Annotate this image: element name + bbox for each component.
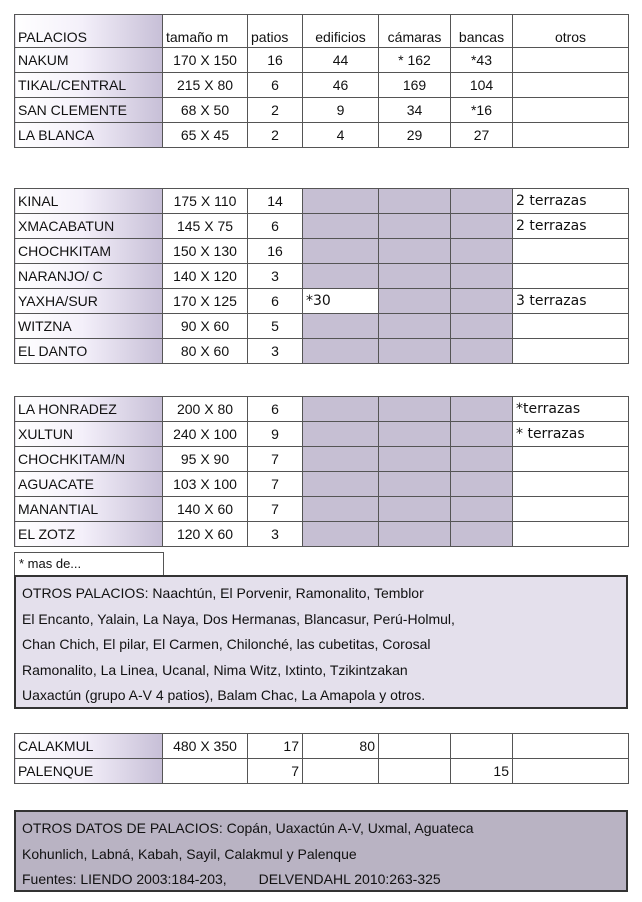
palace-patios: 6 bbox=[248, 73, 303, 98]
palace-otros: *terrazas bbox=[513, 397, 629, 422]
shaded-cell bbox=[451, 397, 513, 422]
palace-patios: 2 bbox=[248, 98, 303, 123]
palace-otros: 2 terrazas bbox=[513, 214, 629, 239]
palace-bancas: 104 bbox=[451, 73, 513, 98]
palace-camaras bbox=[379, 734, 451, 759]
shaded-cell bbox=[379, 214, 451, 239]
otros-palacios-line-2: El Encanto, Yalain, La Naya, Dos Hermanas, Blancasur, Perú-Holmul, bbox=[22, 610, 455, 627]
palace-size: 68 X 50 bbox=[163, 98, 248, 123]
palace-edificios: 46 bbox=[303, 73, 379, 98]
palace-size: 80 X 60 bbox=[163, 339, 248, 364]
palace-size: 215 X 80 bbox=[163, 73, 248, 98]
palace-patios: 16 bbox=[248, 48, 303, 73]
shaded-cell bbox=[451, 289, 513, 314]
palace-name: CHOCHKITAM/N bbox=[15, 447, 163, 472]
palace-name: PALENQUE bbox=[15, 759, 163, 784]
palace-name: NARANJO/ C bbox=[15, 264, 163, 289]
table-row bbox=[15, 314, 629, 339]
palace-size: 65 X 45 bbox=[163, 123, 248, 148]
palace-otros bbox=[513, 759, 629, 784]
palace-size: 150 X 130 bbox=[163, 239, 248, 264]
palace-name: AGUACATE bbox=[15, 472, 163, 497]
palace-name: LA HONRADEZ bbox=[15, 397, 163, 422]
header-tamano: tamaño m bbox=[163, 15, 248, 48]
palace-patios: 6 bbox=[248, 397, 303, 422]
table-row bbox=[15, 123, 629, 148]
table-row bbox=[15, 189, 629, 214]
shaded-cell bbox=[451, 472, 513, 497]
palace-size: 95 X 90 bbox=[163, 447, 248, 472]
shaded-cell bbox=[303, 497, 379, 522]
palace-otros bbox=[513, 522, 629, 547]
shaded-cell bbox=[451, 339, 513, 364]
palace-edificios: 44 bbox=[303, 48, 379, 73]
palace-patios: 3 bbox=[248, 522, 303, 547]
shaded-cell bbox=[451, 214, 513, 239]
otros-datos-box bbox=[14, 810, 628, 892]
palace-patios: 6 bbox=[248, 289, 303, 314]
table-row bbox=[15, 214, 629, 239]
table-row bbox=[15, 447, 629, 472]
palace-edificios bbox=[303, 314, 379, 339]
palace-patios: 3 bbox=[248, 339, 303, 364]
shaded-cell bbox=[451, 264, 513, 289]
shaded-cell bbox=[379, 447, 451, 472]
palace-edificios bbox=[303, 239, 379, 264]
table-row bbox=[15, 289, 629, 314]
palace-otros bbox=[513, 497, 629, 522]
palace-size: 103 X 100 bbox=[163, 472, 248, 497]
palace-edificios: *30 bbox=[303, 289, 379, 314]
palace-bancas: 27 bbox=[451, 123, 513, 148]
palace-name: LA BLANCA bbox=[15, 123, 163, 148]
palace-size: 200 X 80 bbox=[163, 397, 248, 422]
fuentes-delvendahl: DELVENDAHL 2010:263-325 bbox=[258, 871, 441, 887]
palace-patios: 7 bbox=[248, 759, 303, 784]
palace-camaras bbox=[379, 759, 451, 784]
shaded-cell bbox=[379, 314, 451, 339]
shaded-cell bbox=[379, 422, 451, 447]
palace-patios: 16 bbox=[248, 239, 303, 264]
palace-otros bbox=[513, 734, 629, 759]
shaded-cell bbox=[451, 239, 513, 264]
header-otros: otros bbox=[513, 15, 629, 48]
palace-name: CALAKMUL bbox=[15, 734, 163, 759]
table-row bbox=[15, 497, 629, 522]
table-row bbox=[15, 422, 629, 447]
palace-otros: 3 terrazas bbox=[513, 289, 629, 314]
palace-name: EL ZOTZ bbox=[15, 522, 163, 547]
shaded-cell bbox=[451, 422, 513, 447]
shaded-cell bbox=[379, 397, 451, 422]
header-palacios: PALACIOS bbox=[15, 15, 163, 48]
shaded-cell bbox=[451, 497, 513, 522]
palace-patios: 9 bbox=[248, 422, 303, 447]
palace-otros bbox=[513, 472, 629, 497]
shaded-cell bbox=[379, 264, 451, 289]
palace-bancas: *43 bbox=[451, 48, 513, 73]
shaded-cell bbox=[303, 472, 379, 497]
palace-otros: 2 terrazas bbox=[513, 189, 629, 214]
palace-otros bbox=[513, 48, 629, 73]
palace-otros bbox=[513, 123, 629, 148]
footnote-mas-de: * mas de... bbox=[14, 552, 164, 577]
palace-otros bbox=[513, 264, 629, 289]
table-row bbox=[15, 98, 629, 123]
table-group-1 bbox=[14, 14, 629, 148]
otros-datos-line-2: Kohunlich, Labná, Kabah, Sayil, Calakmul y Palenque bbox=[22, 845, 357, 862]
palace-name: NAKUM bbox=[15, 48, 163, 73]
otros-palacios-line-4: Ramonalito, La Linea, Ucanal, Nima Witz, Ixtinto, Tzikintzakan bbox=[22, 661, 408, 678]
shaded-cell bbox=[379, 189, 451, 214]
palace-edificios: 4 bbox=[303, 123, 379, 148]
table-row bbox=[15, 734, 629, 759]
shaded-cell bbox=[379, 497, 451, 522]
palace-otros bbox=[513, 73, 629, 98]
palace-camaras: 29 bbox=[379, 123, 451, 148]
table-row bbox=[15, 759, 629, 784]
table-row bbox=[15, 522, 629, 547]
header-patios: patios bbox=[248, 15, 303, 48]
palace-camaras: 169 bbox=[379, 73, 451, 98]
palace-size bbox=[163, 759, 248, 784]
table-row bbox=[15, 472, 629, 497]
palace-patios: 5 bbox=[248, 314, 303, 339]
otros-palacios-line-5: Uaxactún (grupo A-V 4 patios), Balam Chac, La Amapola y otros. bbox=[22, 687, 426, 703]
palace-edificios: 80 bbox=[303, 734, 379, 759]
shaded-cell bbox=[303, 397, 379, 422]
palace-name: SAN CLEMENTE bbox=[15, 98, 163, 123]
palace-name: EL DANTO bbox=[15, 339, 163, 364]
palace-patios: 17 bbox=[248, 734, 303, 759]
shaded-cell bbox=[303, 422, 379, 447]
table-row bbox=[15, 397, 629, 422]
palace-patios: 7 bbox=[248, 447, 303, 472]
table-row bbox=[15, 264, 629, 289]
shaded-cell bbox=[379, 239, 451, 264]
palace-name: YAXHA/SUR bbox=[15, 289, 163, 314]
palace-name: CHOCHKITAM bbox=[15, 239, 163, 264]
palace-patios: 7 bbox=[248, 472, 303, 497]
palace-size: 170 X 125 bbox=[163, 289, 248, 314]
palace-otros bbox=[513, 98, 629, 123]
otros-datos-line-1: OTROS DATOS DE PALACIOS: Copán, Uaxactún A-V, Uxmal, Aguateca bbox=[22, 820, 474, 836]
shaded-cell bbox=[303, 447, 379, 472]
palace-name: TIKAL/CENTRAL bbox=[15, 73, 163, 98]
otros-palacios-box bbox=[14, 575, 628, 709]
table-group-3 bbox=[14, 396, 629, 547]
otros-palacios-line-1: OTROS PALACIOS: Naachtún, El Porvenir, Ramonalito, Temblor bbox=[22, 585, 424, 601]
palace-size: 140 X 120 bbox=[163, 264, 248, 289]
table-row bbox=[15, 339, 629, 364]
table-group-2 bbox=[14, 188, 629, 364]
shaded-cell bbox=[379, 472, 451, 497]
palace-name: XULTUN bbox=[15, 422, 163, 447]
palace-camaras: 34 bbox=[379, 98, 451, 123]
fuentes-liendo: Fuentes: LIENDO 2003:184-203, bbox=[22, 871, 227, 887]
header-edificios: edificios bbox=[303, 15, 379, 48]
header-camaras: cámaras bbox=[379, 15, 451, 48]
palace-size: 480 X 350 bbox=[163, 734, 248, 759]
shaded-cell bbox=[451, 447, 513, 472]
palace-size: 90 X 60 bbox=[163, 314, 248, 339]
shaded-cell bbox=[451, 522, 513, 547]
palace-edificios bbox=[303, 189, 379, 214]
shaded-cell bbox=[303, 522, 379, 547]
shaded-cell bbox=[379, 289, 451, 314]
palace-patios: 14 bbox=[248, 189, 303, 214]
palace-name: MANANTIAL bbox=[15, 497, 163, 522]
palace-patios: 3 bbox=[248, 264, 303, 289]
palace-size: 140 X 60 bbox=[163, 497, 248, 522]
palace-otros bbox=[513, 314, 629, 339]
palace-patios: 6 bbox=[248, 214, 303, 239]
palace-name: KINAL bbox=[15, 189, 163, 214]
header-bancas: bancas bbox=[451, 15, 513, 48]
otros-palacios-line-3: Chan Chich, El pilar, El Carmen, Chilonché, las cubetitas, Corosal bbox=[22, 636, 431, 652]
palace-otros: * terrazas bbox=[513, 422, 629, 447]
otros-datos-line-3 bbox=[22, 867, 620, 893]
table-row bbox=[15, 73, 629, 98]
palace-edificios bbox=[303, 264, 379, 289]
palace-camaras: * 162 bbox=[379, 48, 451, 73]
shaded-cell bbox=[451, 314, 513, 339]
palace-size: 120 X 60 bbox=[163, 522, 248, 547]
palace-size: 145 X 75 bbox=[163, 214, 248, 239]
palace-patios: 7 bbox=[248, 497, 303, 522]
shaded-cell bbox=[379, 339, 451, 364]
palace-name: WITZNA bbox=[15, 314, 163, 339]
shaded-cell bbox=[451, 189, 513, 214]
palace-edificios bbox=[303, 759, 379, 784]
table-row bbox=[15, 239, 629, 264]
palace-name: XMACABATUN bbox=[15, 214, 163, 239]
palace-size: 240 X 100 bbox=[163, 422, 248, 447]
palace-bancas: 15 bbox=[451, 759, 513, 784]
shaded-cell bbox=[379, 522, 451, 547]
palace-edificios bbox=[303, 339, 379, 364]
palace-otros bbox=[513, 447, 629, 472]
palace-otros bbox=[513, 339, 629, 364]
table-row bbox=[15, 48, 629, 73]
header-row bbox=[15, 15, 629, 48]
palace-size: 170 X 150 bbox=[163, 48, 248, 73]
palace-patios: 2 bbox=[248, 123, 303, 148]
table-group-4 bbox=[14, 733, 629, 784]
palace-edificios: 9 bbox=[303, 98, 379, 123]
palace-otros bbox=[513, 239, 629, 264]
palace-bancas: *16 bbox=[451, 98, 513, 123]
palace-bancas bbox=[451, 734, 513, 759]
palace-edificios bbox=[303, 214, 379, 239]
palace-size: 175 X 110 bbox=[163, 189, 248, 214]
